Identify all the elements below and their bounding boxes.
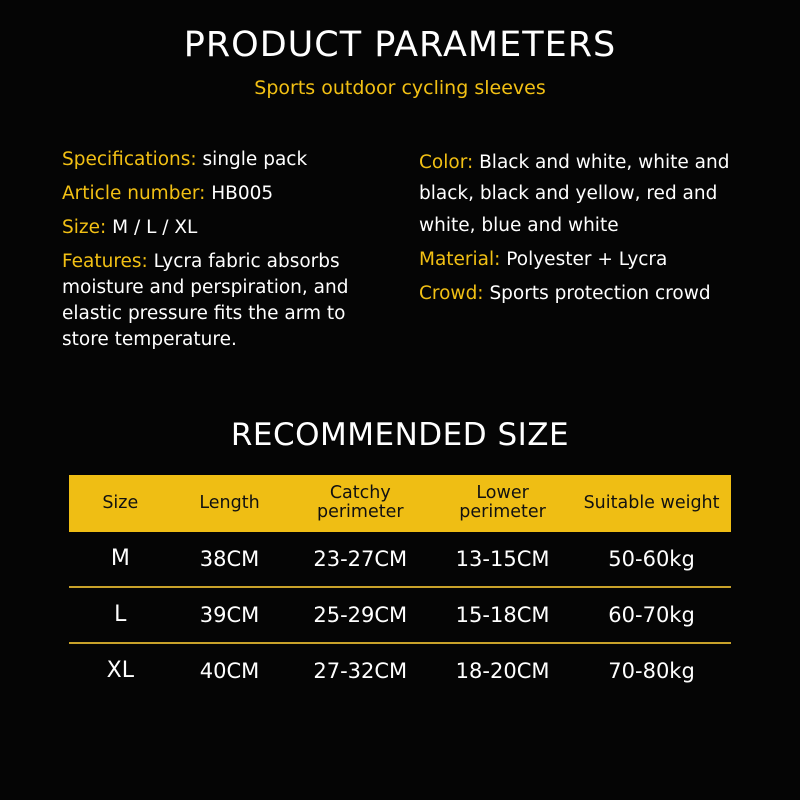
specs-column-right [401,147,740,361]
spec-article-number-value: HB005 [211,182,274,204]
spec-article-number [62,181,379,207]
spec-material-value: Polyester + Lycra [506,248,668,270]
spec-size [62,215,379,241]
table-row [69,643,731,698]
table-row [69,532,731,587]
spec-material-label: Material: [419,248,501,270]
spec-color-label: Color: [419,151,474,173]
cell-suitable-weight: 70-80kg [608,658,695,683]
column-header-suitable-weight: Suitable weight [572,475,731,532]
cell-lower-perimeter: 13-15CM [433,532,572,587]
cell-catchy-perimeter: 25-29CM [287,587,433,643]
column-header-length: Length [172,475,288,532]
cell-catchy-perimeter: 27-32CM [313,658,408,683]
page-subtitle: Sports outdoor cycling sleeves [254,76,546,99]
column-header-lower-perimeter: Lower perimeter [433,475,572,532]
table-header-row [69,475,731,532]
column-header-size: Size [69,475,172,532]
spec-article-number-label: Article number: [62,182,206,204]
size-table [69,475,731,698]
size-table-wrapper [69,475,731,698]
spec-features-label: Features: [62,251,148,273]
column-header-catchy-perimeter: Catchy perimeter [287,475,433,532]
table-row [69,587,731,643]
cell-lower-perimeter: 15-18CM [433,587,572,643]
cell-length: 39CM [172,587,288,643]
spec-specifications-value: single pack [202,148,308,170]
spec-specifications [62,147,379,173]
cell-size: L [69,587,172,643]
specs-column-left [62,147,401,361]
spec-specifications-label: Specifications: [62,148,197,170]
spec-features [62,249,379,353]
spec-color-value: Black and white, white and black, black and yellow, red and white, blue and white [419,151,730,237]
spec-size-value: M / L / XL [112,217,198,239]
spec-color [419,147,740,242]
cell-suitable-weight: 50-60kg [572,532,731,587]
spec-material [419,244,740,276]
spec-crowd-label: Crowd: [419,282,484,304]
cell-catchy-perimeter: 23-27CM [287,532,433,587]
cell-lower-perimeter: 18-20CM [455,658,550,683]
cell-suitable-weight: 60-70kg [572,587,731,643]
spec-size-label: Size: [62,217,107,239]
page-header [0,0,800,99]
spec-crowd-value: Sports protection crowd [489,282,711,304]
size-table-body [69,532,731,698]
recommended-size-title: RECOMMENDED SIZE [230,416,570,453]
cell-length: 38CM [172,532,288,587]
cell-size: M [69,532,172,587]
cell-length: 40CM [199,658,260,683]
page-title: PRODUCT PARAMETERS [183,25,617,65]
specifications-section [0,147,800,361]
cell-size: XL [106,658,134,684]
spec-features-value: Lycra fabric absorbs moisture and perspiration, and elastic pressure fits the arm to store temperature. [62,251,349,350]
size-table-header [69,475,731,532]
spec-crowd [419,278,740,310]
